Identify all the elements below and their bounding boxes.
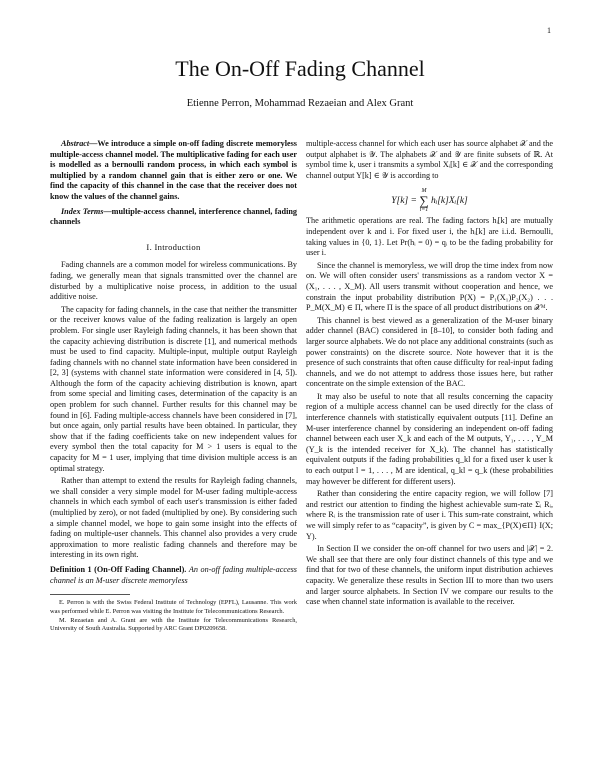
definition-label: Definition 1 (On-Off Fading Channel).	[50, 564, 187, 574]
footnote-2: M. Rezaeian and A. Grant are with the Institute for Telecommunications Research, University of South Australia. Supported by ARC Grant DP0209658.	[50, 616, 297, 633]
interference-paragraph: It may also be useful to note that all results concerning the capacity region of a multiple access channel can be used directly for the class of interference channels with statistically equivalent outputs [11]. Define an M-user interference channel by considering an independent on-off fading channel between each user X_k and each of the M outputs, Y₁, . . . , Y_M (Y_k is the intended receiver for X_k). The channel has statistically equivalent outputs if the fading probabilities q_kl for a fixed user k user k to each output l = 1, . . . , M are identical, q_kl = q_k (these probabilities may however be different for different users).	[306, 391, 553, 486]
left-column	[50, 139, 297, 635]
equation-upper: M	[421, 188, 427, 195]
fading-factors-paragraph: The arithmetic operations are real. The fading factors hᵢ[k] are mutually independent over k and i. For fixed user i, the hᵢ[k] are i.i.d. Bernoulli, taking values in {0, 1}. Let Pr(hᵢ = 0) = qᵢ to be the fading probability for user i.	[306, 216, 553, 258]
paper-authors: Etienne Perron, Mohammad Rezaeian and Alex Grant	[186, 98, 414, 109]
abstract-text: We introduce a simple on-off fading discrete memoryless multiple-access channel model. The multiplicative fading for each user is modelled as a bernoulli random process, in which each symbol is multiplied by a random channel gain that is either zero or one. We find the capacity of this channel in the case that the receiver does not know the values of the channel gains.	[50, 139, 297, 201]
equation-rhs: hᵢ[k]Xᵢ[k]	[430, 196, 468, 207]
right-column	[306, 139, 553, 610]
abstract	[50, 139, 297, 203]
index-terms-text: multiple-access channel, interference channel, fading channels	[50, 206, 297, 227]
page-number: 1	[547, 26, 551, 35]
memoryless-paragraph: Since the channel is memoryless, we will drop the time index from now on. We will often consider users' transmissions as a random vector X = (X₁, . . . , X_M). All users transmit without cooperation and hence, we constrain the input probability distribution P(X) = P₁(X₁)P₂(X₂) . . . P_M(X_M) ∈ Π, where Π is the space of all product distributions on 𝒳ᴹ.	[306, 260, 553, 313]
abstract-label: Abstract—	[61, 139, 98, 148]
intro-paragraph: Fading channels are a common model for wireless communications. By fading, we generally mean that signals transmitted over the channel are disturbed by a multiplicative noise process, in addition to the usual additive noise.	[50, 260, 297, 302]
index-terms	[50, 207, 297, 228]
equation-sum-symbol: ∑	[419, 193, 429, 209]
capacity-paragraph: The capacity for fading channels, in the case that neither the transmitter or the receiver knows value of the fading realization is largely an open problem. For single user Rayleigh fading channels, it has been shown that the capacity achieving distribution is discrete [1], and numerical methods must be used to find capacity. Multiple-input, multiple output Rayleigh fading channels with no channel state information have been considered in [2, 3] (systems with channel state information were considered in [4, 5]). Although the form of the capacity achieving distribution is known, apart from some special and limiting cases, determination of the capacity is an open problem for such channel. Further results for this channel may be found in [6]. Fading multiple-access channels have been considered in [7], but once again, only partial results have been obtained. In particular, they show that if the fading coefficients take on new independent values for every symbol then the total capacity for M > 1 users is equal to the capacity for M = 1 user, implying that time division multiple access is an optimal strategy.	[50, 304, 297, 473]
equation-sum-block	[419, 188, 428, 214]
footnote-1: E. Perron is with the Swiss Federal Institute of Technology (EPFL), Lausanne. This work was performed while E. Perron was visiting the Institute for Telecommunications Research.	[50, 599, 297, 615]
paper-title: The On-Off Fading Channel	[175, 56, 425, 81]
sum-rate-paragraph: Rather than considering the entire capacity region, we will follow [7] and restrict our attention to finding the highest achievable sum-rate Σᵢ Rᵢ, where Rᵢ is the transmission rate of user i. This sum-rate constraint, which we will simply refer to as “capacity”, is given by C = max_{P(X)∈Π} I(X; Y).	[306, 489, 553, 541]
channel-definition-paragraph: multiple-access channel for which each user has source alphabet 𝒳 and the output alphabet is 𝒴. The alphabets 𝒳 and 𝒴 are finite subsets of ℝ. At symbol time k, user i transmits a symbol Xᵢ[k] ∈ 𝒳 and the corresponding channel output Y[k] ∈ 𝒴 is according to	[306, 139, 553, 180]
definition-text: An on-off fading multiple-access channel is an M-user discrete memoryless	[50, 564, 297, 585]
outline-paragraph: In Section II we consider the on-off channel for two users and |𝒳| = 2. We shall see that there are only four distinct channels of this type and we find that for two of these channels, the uniform input distribution achieves capacity. We generalize these results in Section III to more than two users and larger source alphabets. In Section IV we compare our results to the case when channel state information is available to the receiver.	[306, 544, 553, 607]
bac-paragraph: This channel is best viewed as a generalization of the M-user binary adder channel (BAC) considered in [8–10], to consider both fading and larger source alphabets. We do not place any additional constraints (such as power constraints) on the discrete source. Note however that it is the presence of such constraints that often cause difficulty for real-input fading channels, and we do not attempt to address those issues here, but rather concentrate on the simple extension of the BAC.	[306, 315, 553, 389]
section-heading: I. Introduction	[146, 241, 201, 252]
footnote-rule	[50, 594, 130, 595]
model-paragraph: Rather than attempt to extend the results for Rayleigh fading channels, we shall consider a very simple model for M-user fading multiple-access channels in which each symbol of each user's transmission is either faded (multiplied by zero), or not faded (multiplied by one). By considering such a simple channel model, we hope to gain some insight into the effects of fading on multiple-user channels. This channel also provides a very crude approximation to more realistic fading channels and therefore may be interesting in its own right.	[50, 476, 297, 560]
index-terms-label: Index Terms—	[61, 206, 112, 216]
definition	[50, 565, 297, 586]
channel-equation	[306, 188, 553, 212]
equation-lower: i=1	[419, 207, 429, 214]
equation-lhs: Y[k] =	[391, 196, 417, 207]
